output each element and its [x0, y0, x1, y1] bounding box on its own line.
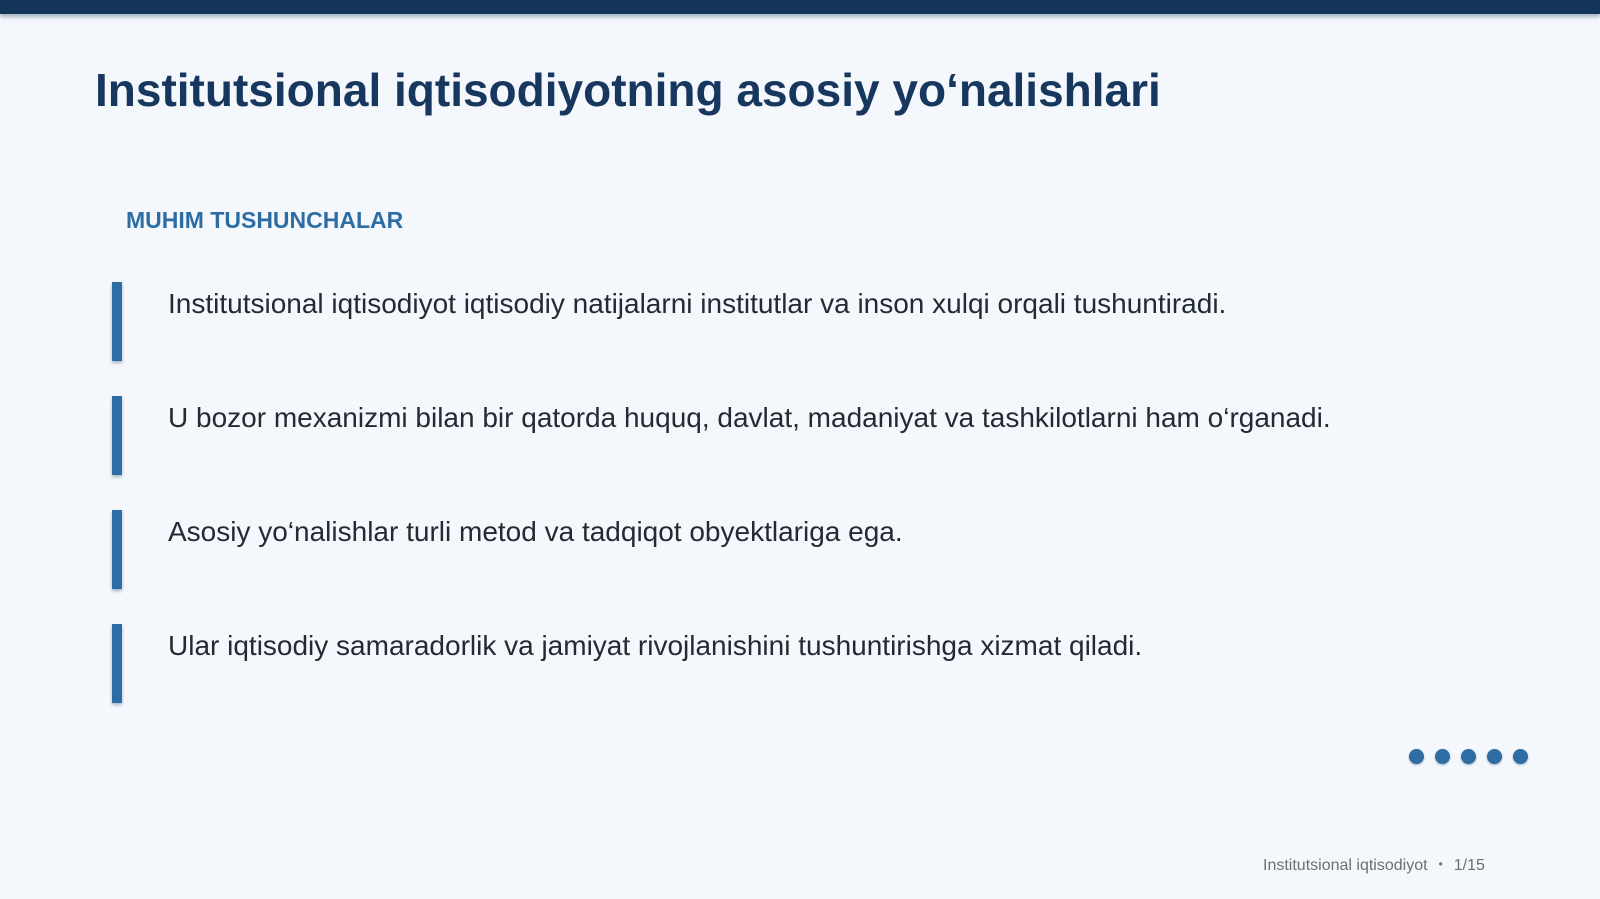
dot-icon — [1487, 749, 1502, 764]
bullet-text: Institutsional iqtisodiyot iqtisodiy natijalarni institutlar va inson xulqi orqali tushuntiradi. — [168, 288, 1227, 319]
slide-footer — [1263, 856, 1485, 876]
bullet-text: U bozor mexanizmi bilan bir qatorda huquq, davlat, madaniyat va tashkilotlarni ham o‘rganadi. — [168, 402, 1331, 433]
dot-icon — [1409, 749, 1424, 764]
footer-separator: • — [1438, 857, 1443, 871]
bullet-item — [112, 282, 1512, 362]
dot-icon — [1513, 749, 1528, 764]
bullet-item — [112, 624, 1512, 704]
bullet-accent-bar — [112, 510, 122, 589]
bullet-text: Ular iqtisodiy samaradorlik va jamiyat rivojlanishini tushuntirishga xizmat qiladi. — [168, 630, 1143, 661]
bullet-accent-bar — [112, 624, 122, 703]
bullet-item — [112, 396, 1512, 476]
bullet-item — [112, 510, 1512, 590]
dot-icon — [1435, 749, 1450, 764]
page-indicator: 1/15 — [1453, 857, 1485, 874]
section-label: MUHIM TUSHUNCHALAR — [126, 207, 404, 233]
bullet-text: Asosiy yo‘nalishlar turli metod va tadqiqot obyektlariga ega. — [168, 516, 903, 547]
bullet-accent-bar — [112, 282, 122, 361]
slide-title: Institutsional iqtisodiyotning asosiy yo‘nalishlari — [95, 64, 1161, 116]
decorative-dots — [1409, 749, 1528, 765]
footer-course-name: Institutsional iqtisodiyot — [1263, 857, 1428, 874]
dot-icon — [1461, 749, 1476, 764]
bullet-accent-bar — [112, 396, 122, 475]
